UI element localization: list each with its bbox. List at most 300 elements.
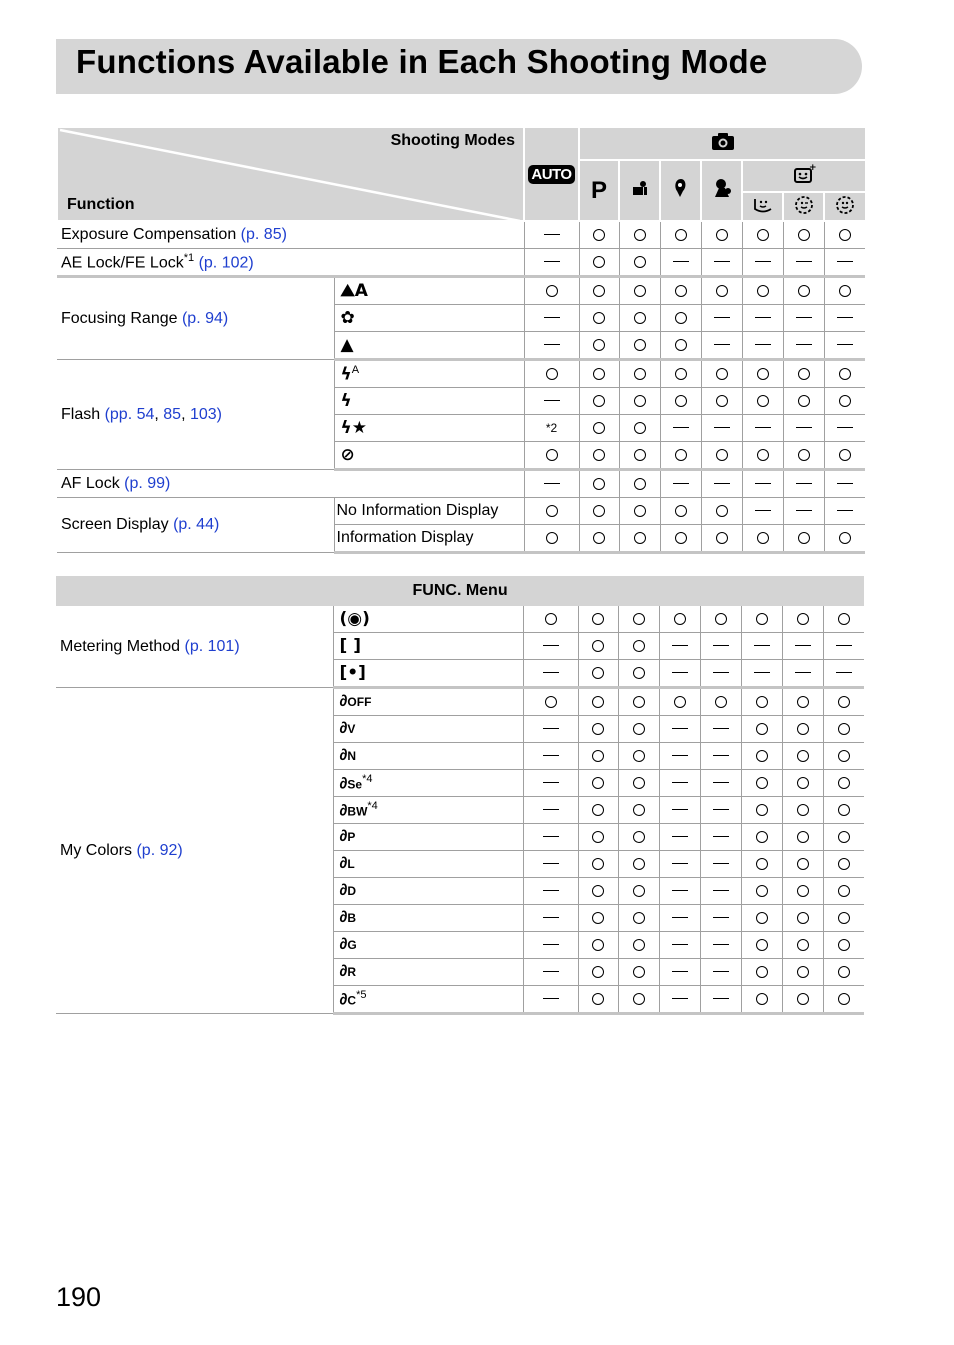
value-cell [742, 470, 783, 498]
value-cell [782, 932, 823, 959]
unavailable-mark [796, 483, 812, 484]
unavailable-mark [755, 427, 771, 428]
value-cell [618, 932, 659, 959]
function-name-cell [57, 221, 524, 249]
setting-cell [333, 606, 523, 633]
value-cell [578, 797, 618, 824]
page-link[interactable]: (p. 101) [184, 637, 240, 655]
value-cell [659, 932, 700, 959]
available-mark [633, 966, 645, 978]
value-cell [742, 388, 783, 415]
available-mark [838, 777, 850, 789]
unavailable-mark [713, 809, 729, 810]
function-name-cell [57, 249, 524, 277]
function-name: AE Lock/FE Lock [61, 254, 184, 272]
value-cell [741, 959, 782, 986]
table-row [57, 498, 865, 525]
value-cell [742, 332, 783, 360]
value-cell [578, 688, 618, 716]
value-cell [523, 716, 578, 743]
my-colors-icon: ∂ [339, 775, 348, 793]
unavailable-mark [543, 672, 559, 673]
value-cell [579, 305, 619, 332]
value-cell [618, 660, 659, 688]
value-cell [742, 525, 783, 553]
available-mark [838, 966, 850, 978]
auto-mode-icon: AUTO [528, 165, 574, 184]
unavailable-mark [714, 483, 730, 484]
available-mark [592, 858, 604, 870]
value-cell [823, 905, 864, 932]
unavailable-mark [672, 998, 688, 999]
page-link[interactable]: (p. 85) [240, 226, 287, 243]
p-mode-icon: P [590, 176, 607, 204]
unavailable-mark [795, 645, 811, 646]
setting-cell [334, 442, 524, 470]
value-cell [524, 360, 579, 388]
value-cell [523, 633, 578, 660]
value-cell [618, 743, 659, 770]
value-cell [660, 415, 701, 442]
available-mark [839, 532, 851, 544]
unavailable-mark [713, 836, 729, 837]
available-mark [546, 505, 558, 517]
unavailable-mark [755, 344, 771, 345]
function-name: AF Lock [61, 475, 120, 492]
value-cell [618, 716, 659, 743]
available-mark [798, 449, 810, 461]
my-colors-icon: ∂ [339, 909, 348, 926]
available-mark [593, 449, 605, 461]
value-cell [700, 932, 741, 959]
available-mark [634, 339, 646, 351]
value-cell [823, 932, 864, 959]
table-row [56, 606, 864, 633]
value-cell [742, 498, 783, 525]
value-cell [783, 360, 824, 388]
available-mark [633, 804, 645, 816]
value-cell [524, 525, 579, 553]
available-mark [675, 505, 687, 517]
value-cell [619, 442, 660, 470]
page-link[interactable]: (p. 44) [173, 516, 220, 533]
available-mark [633, 667, 645, 679]
available-mark [838, 912, 850, 924]
available-mark [546, 368, 558, 380]
setting-cell [333, 770, 523, 797]
page-link[interactable]: (pp. [104, 405, 137, 423]
setting-cell [334, 525, 524, 553]
value-cell [659, 824, 700, 851]
value-cell [741, 606, 782, 633]
available-mark [757, 532, 769, 544]
available-mark [715, 696, 727, 708]
unavailable-mark [837, 344, 853, 345]
value-cell [618, 878, 659, 905]
available-mark [592, 723, 604, 735]
available-mark [633, 858, 645, 870]
my-colors-mode: Se [347, 777, 363, 792]
unavailable-mark [673, 427, 689, 428]
available-mark [546, 449, 558, 461]
value-cell [700, 959, 741, 986]
value-cell [619, 388, 660, 415]
setting-cell [333, 824, 523, 851]
value-cell [524, 332, 579, 360]
value-cell [700, 770, 741, 797]
my-colors-icon: ∂ [339, 882, 348, 899]
available-mark [797, 696, 809, 708]
value-cell [742, 360, 783, 388]
unavailable-mark [543, 836, 559, 837]
value-cell [824, 388, 865, 415]
value-cell [523, 986, 578, 1014]
value-cell [659, 716, 700, 743]
available-mark [756, 750, 768, 762]
available-mark [634, 229, 646, 241]
unavailable-mark [714, 317, 730, 318]
value-cell [782, 824, 823, 851]
page-link[interactable]: 85 [163, 405, 182, 423]
value-cell [618, 770, 659, 797]
unavailable-mark [796, 317, 812, 318]
available-mark [716, 368, 728, 380]
value-cell [660, 305, 701, 332]
unavailable-mark [755, 261, 771, 262]
value-cell [783, 388, 824, 415]
page-link[interactable]: 103 [189, 405, 217, 423]
unavailable-mark [543, 998, 559, 999]
page-link[interactable]: 54 [136, 405, 155, 423]
available-mark [757, 368, 769, 380]
setting-cell [333, 959, 523, 986]
unavailable-mark [713, 971, 729, 972]
available-mark [675, 312, 687, 324]
setting-icon: ϟ★ [340, 418, 367, 438]
available-mark [716, 532, 728, 544]
setting-cell [334, 415, 524, 442]
value-cell [618, 905, 659, 932]
available-mark [797, 939, 809, 951]
setting-cell [334, 360, 524, 388]
available-mark [634, 422, 646, 434]
available-mark [674, 613, 686, 625]
func-menu-table [56, 576, 864, 1015]
my-colors-mode: C [347, 993, 357, 1008]
value-cell [823, 986, 864, 1014]
value-cell [824, 498, 865, 525]
function-name-cell [57, 498, 334, 553]
face-timer-icon [834, 194, 856, 214]
function-name-cell [57, 277, 334, 360]
available-mark [797, 723, 809, 735]
shooting-modes-table [56, 126, 865, 554]
unavailable-mark [544, 261, 560, 262]
available-mark [797, 993, 809, 1005]
smart-shutter-icon [793, 164, 815, 184]
value-cell [823, 959, 864, 986]
available-mark [633, 723, 645, 735]
available-mark [716, 505, 728, 517]
value-cell [701, 332, 742, 360]
unavailable-mark [836, 672, 852, 673]
unavailable-mark [672, 755, 688, 756]
value-cell [579, 525, 619, 553]
available-mark [797, 777, 809, 789]
unavailable-mark [755, 510, 771, 511]
setting-cell [333, 716, 523, 743]
value-cell [619, 525, 660, 553]
value-cell [823, 743, 864, 770]
value-cell [700, 851, 741, 878]
value-cell [701, 221, 742, 249]
value-cell [783, 442, 824, 470]
available-mark [715, 613, 727, 625]
value-cell [579, 249, 619, 277]
value-cell [579, 442, 619, 470]
value-cell [523, 743, 578, 770]
my-colors-mode: BW [347, 804, 368, 819]
value-cell [578, 932, 618, 959]
unavailable-mark [713, 944, 729, 945]
value-cell [579, 498, 619, 525]
unavailable-mark [837, 483, 853, 484]
unavailable-mark [796, 261, 812, 262]
setting-label: Information Display [336, 529, 474, 546]
setting-label: No Information Display [336, 502, 499, 519]
value-cell [619, 332, 660, 360]
value-cell [741, 851, 782, 878]
available-mark [757, 229, 769, 241]
function-name: Focusing Range [61, 309, 178, 327]
unavailable-mark [543, 755, 559, 756]
value-cell [741, 743, 782, 770]
available-mark [593, 229, 605, 241]
function-name: Metering Method [60, 637, 181, 655]
available-mark [675, 449, 687, 461]
available-mark [593, 505, 605, 517]
auto-mode-header [524, 127, 579, 221]
setting-icon: (◉) [339, 609, 370, 629]
page-link[interactable]: (p. 94) [181, 309, 229, 327]
value-cell [659, 606, 700, 633]
value-cell [660, 360, 701, 388]
unavailable-mark [673, 261, 689, 262]
portrait-mode-header [619, 160, 660, 221]
value-cell [782, 770, 823, 797]
available-mark [839, 449, 851, 461]
value-cell [659, 770, 700, 797]
function-name-cell [56, 606, 333, 688]
my-colors-icon: ∂ [339, 747, 348, 764]
value-cell [618, 824, 659, 851]
setting-cell [333, 932, 523, 959]
function-name-cell [56, 688, 333, 1014]
available-mark [756, 912, 768, 924]
unavailable-mark [713, 863, 729, 864]
function-name-cell [57, 470, 524, 498]
available-mark [797, 831, 809, 843]
unavailable-mark [543, 863, 559, 864]
available-mark [593, 312, 605, 324]
value-cell [578, 770, 618, 797]
unavailable-mark [672, 944, 688, 945]
unavailable-mark [544, 344, 560, 345]
available-mark [839, 229, 851, 241]
value-cell [660, 249, 701, 277]
value-cell [783, 221, 824, 249]
available-mark [634, 532, 646, 544]
value-cell [579, 470, 619, 498]
value-cell [523, 606, 578, 633]
available-mark [756, 858, 768, 870]
value-cell [523, 959, 578, 986]
setting-cell [333, 688, 523, 716]
unavailable-mark [672, 645, 688, 646]
smart-shutter-header [742, 160, 865, 192]
page-link[interactable]: (p. 102) [198, 254, 254, 272]
value-cell [701, 360, 742, 388]
available-mark [592, 667, 604, 679]
unavailable-mark [837, 510, 853, 511]
available-mark [757, 449, 769, 461]
value-cell [579, 332, 619, 360]
value-cell [524, 415, 579, 442]
setting-icon: ϟ [340, 391, 352, 411]
unavailable-mark [714, 427, 730, 428]
value-cell [741, 633, 782, 660]
available-mark [634, 256, 646, 268]
unavailable-mark [713, 645, 729, 646]
available-mark [593, 256, 605, 268]
unavailable-mark [796, 344, 812, 345]
value-cell [619, 277, 660, 305]
unavailable-mark [543, 728, 559, 729]
my-colors-mode: R [347, 965, 357, 979]
unavailable-mark [544, 400, 560, 401]
value-cell [783, 305, 824, 332]
unavailable-mark [672, 917, 688, 918]
available-mark [756, 966, 768, 978]
my-colors-mode: B [347, 911, 357, 925]
value-cell [823, 797, 864, 824]
my-colors-mode: P [347, 830, 356, 844]
value-cell [659, 905, 700, 932]
page-link[interactable]: ) [216, 405, 222, 423]
value-cell [824, 332, 865, 360]
footnote-ref: *4 [367, 799, 378, 812]
value-cell [824, 442, 865, 470]
available-mark [838, 750, 850, 762]
value-cell [701, 498, 742, 525]
value-cell [523, 688, 578, 716]
unavailable-mark [543, 782, 559, 783]
value-cell [782, 688, 823, 716]
setting-cell [333, 633, 523, 660]
setting-cell [334, 305, 524, 332]
unavailable-mark [543, 890, 559, 891]
available-mark [634, 395, 646, 407]
available-mark [797, 750, 809, 762]
value-cell [741, 770, 782, 797]
my-colors-mode: G [347, 938, 357, 952]
value-cell [619, 305, 660, 332]
value-cell [741, 824, 782, 851]
value-cell [824, 305, 865, 332]
available-mark [593, 395, 605, 407]
available-mark [798, 532, 810, 544]
value-cell [701, 470, 742, 498]
available-mark [838, 885, 850, 897]
func-menu-header: FUNC. Menu [56, 576, 864, 606]
value-cell [578, 986, 618, 1014]
unavailable-mark [714, 261, 730, 262]
table-row [57, 360, 865, 388]
value-cell [824, 249, 865, 277]
available-mark [716, 395, 728, 407]
setting-cell [334, 388, 524, 415]
available-mark [633, 696, 645, 708]
footnote-ref: *5 [356, 988, 367, 1001]
value-cell [578, 878, 618, 905]
available-mark [675, 285, 687, 297]
table-row [57, 221, 865, 249]
setting-cell [333, 851, 523, 878]
function-label: Function [67, 196, 135, 213]
available-mark [546, 285, 558, 297]
available-mark [675, 395, 687, 407]
available-mark [838, 831, 850, 843]
available-mark [675, 532, 687, 544]
footnote-mark: *2 [545, 421, 558, 435]
value-cell [742, 277, 783, 305]
smile-mode-header [742, 192, 783, 221]
value-cell [823, 716, 864, 743]
function-name-cell: Flash (pp. 54, 85, 103) [57, 360, 334, 470]
value-cell [783, 332, 824, 360]
value-cell [523, 797, 578, 824]
value-cell [659, 743, 700, 770]
unavailable-mark [543, 917, 559, 918]
value-cell [782, 660, 823, 688]
value-cell [741, 660, 782, 688]
camera-icon [711, 132, 735, 151]
value-cell [782, 743, 823, 770]
footnote-ref: *1 [183, 251, 195, 264]
value-cell [824, 221, 865, 249]
value-cell [660, 221, 701, 249]
available-mark [797, 613, 809, 625]
unavailable-mark [755, 317, 771, 318]
page-link[interactable]: (p. 92) [136, 841, 183, 859]
available-mark [592, 696, 604, 708]
value-cell [660, 470, 701, 498]
setting-cell [333, 743, 523, 770]
page-link[interactable]: (p. 99) [124, 475, 171, 492]
setting-cell [333, 797, 523, 824]
value-cell [701, 415, 742, 442]
table-row [56, 688, 864, 716]
available-mark [633, 640, 645, 652]
value-cell [783, 525, 824, 553]
value-cell [618, 688, 659, 716]
value-cell [524, 498, 579, 525]
value-cell [782, 606, 823, 633]
setting-cell [334, 332, 524, 360]
unavailable-mark [754, 672, 770, 673]
unavailable-mark [796, 510, 812, 511]
function-name: Flash [61, 405, 101, 423]
